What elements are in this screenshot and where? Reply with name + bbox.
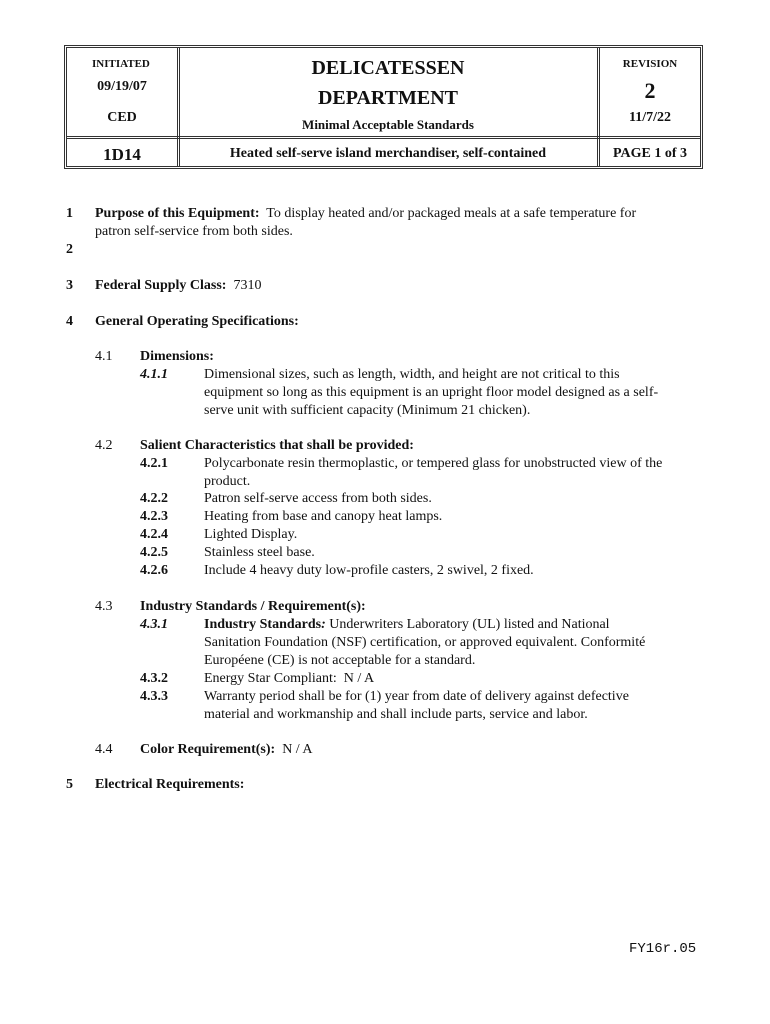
section-5-number: 5 xyxy=(66,777,73,792)
item-4-3-3-number: 4.3.3 xyxy=(140,689,168,704)
section-4-2-title: Salient Characteristics that shall be provided: xyxy=(140,438,414,453)
section-4-1-title: Dimensions: xyxy=(140,349,214,364)
section-3-number: 3 xyxy=(66,278,73,293)
section-3-value: 7310 xyxy=(233,278,262,293)
section-4-4-value: N / A xyxy=(282,742,313,757)
item-4-2-2-number: 4.2.2 xyxy=(140,491,168,506)
item-4-2-2-text: Patron self-serve access from both sides. xyxy=(204,491,432,506)
section-1 xyxy=(95,205,636,223)
item-4-2-1-line1: Polycarbonate resin thermoplastic, or tempered glass for unobstructed view of the xyxy=(204,456,663,471)
header-divider-horizontal xyxy=(67,136,700,139)
item-4-1-1-line1: Dimensional sizes, such as length, width, and height are not critical to this xyxy=(204,367,620,382)
section-1-text-cont: patron self-service from both sides. xyxy=(95,224,293,239)
item-4-3-3-line1: Warranty period shall be for (1) year from date of delivery against defective xyxy=(204,689,629,704)
page-number: PAGE 1 of 3 xyxy=(612,146,687,161)
initiated-date: 09/19/07 xyxy=(97,79,147,94)
header-table xyxy=(64,45,703,169)
section-3 xyxy=(95,277,261,295)
revision-label: REVISION xyxy=(622,58,678,70)
section-4-1-number: 4.1 xyxy=(95,349,113,364)
section-1-text: To display heated and/or packaged meals at a safe temperature for xyxy=(266,206,637,221)
section-3-title: Federal Supply Class: xyxy=(95,278,227,293)
department-title-line1: DELICATESSEN xyxy=(311,57,465,79)
section-4-4 xyxy=(140,741,313,759)
section-4-4-title: Color Requirement(s): xyxy=(140,742,276,757)
item-4-2-1-number: 4.2.1 xyxy=(140,456,168,471)
item-4-3-1-label: Industry Standards xyxy=(204,617,322,632)
item-4-2-6-text: Include 4 heavy duty low-profile casters, 2 swivel, 2 fixed. xyxy=(204,563,534,578)
doc-code: 1D14 xyxy=(103,145,141,164)
item-4-3-1-line3: Européene (CE) is not acceptable for a standard. xyxy=(204,653,476,668)
section-4-number: 4 xyxy=(66,314,73,329)
section-2-number: 2 xyxy=(66,242,73,257)
footer-code: FY16r.05 xyxy=(629,941,697,957)
revision-date: 11/7/22 xyxy=(628,110,671,125)
section-4-3-number: 4.3 xyxy=(95,599,113,614)
item-4-3-1-text: Underwriters Laboratory (UL) listed and National xyxy=(325,617,610,632)
item-4-2-5-number: 4.2.5 xyxy=(140,545,168,560)
section-4-2-number: 4.2 xyxy=(95,438,113,453)
section-4-3-title: Industry Standards / Requirement(s): xyxy=(140,599,366,614)
item-4-3-1-number: 4.3.1 xyxy=(140,617,168,632)
item-4-2-6-number: 4.2.6 xyxy=(140,563,168,578)
doc-title: Heated self-serve island merchandiser, self-contained xyxy=(229,146,547,161)
item-4-1-1-number: 4.1.1 xyxy=(140,367,168,382)
item-4-3-1-colon: : xyxy=(321,617,326,632)
initiated-by: CED xyxy=(107,110,137,125)
item-4-2-1-line2: product. xyxy=(204,474,251,489)
revision-number: 2 xyxy=(644,78,656,103)
item-4-3-2-number: 4.3.2 xyxy=(140,671,168,686)
item-4-1-1-line3: serve unit with sufficient capacity (Minimum 21 chicken). xyxy=(204,403,531,418)
section-4-4-number: 4.4 xyxy=(95,742,113,757)
item-4-3-3-line2: material and workmanship and shall include parts, service and labor. xyxy=(204,707,588,722)
item-4-3-1-line2: Sanitation Foundation (NSF) certification, or approved equivalent. Conformité xyxy=(204,635,646,650)
subtitle: Minimal Acceptable Standards xyxy=(302,117,474,132)
item-4-2-5-text: Stainless steel base. xyxy=(204,545,315,560)
item-4-2-4-text: Lighted Display. xyxy=(204,527,298,542)
section-1-title: Purpose of this Equipment: xyxy=(95,206,260,221)
section-4-title: General Operating Specifications: xyxy=(95,314,299,329)
item-4-2-3-number: 4.2.3 xyxy=(140,509,168,524)
item-4-1-1-line2: equipment so long as this equipment is an upright floor model designed as a self- xyxy=(204,385,659,400)
department-title-line2: DEPARTMENT xyxy=(317,87,459,109)
item-4-2-3-text: Heating from base and canopy heat lamps. xyxy=(204,509,443,524)
item-4-3-1-line1 xyxy=(204,616,610,634)
initiated-label: INITIATED xyxy=(92,58,150,70)
item-4-2-4-number: 4.2.4 xyxy=(140,527,168,542)
item-4-3-2-text: Energy Star Compliant: N / A xyxy=(204,671,375,686)
section-5-title: Electrical Requirements: xyxy=(95,777,245,792)
section-1-number: 1 xyxy=(66,206,73,221)
